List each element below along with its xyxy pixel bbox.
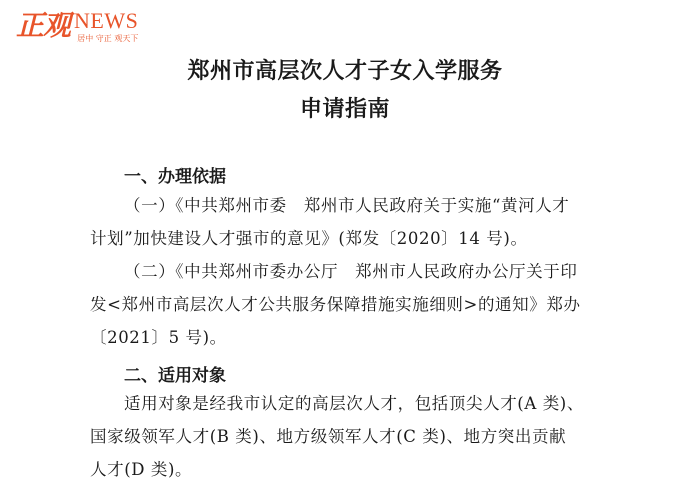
paragraph-line: 〔2021〕5 号)。	[90, 328, 227, 347]
logo-chinese-text: 正观	[16, 9, 71, 42]
logo-english-text: NEWS	[74, 8, 139, 33]
document-title: 郑州市高层次人才子女入学服务	[187, 58, 503, 84]
brand-logo[interactable]	[16, 6, 138, 46]
document-subtitle: 申请指南	[299, 96, 390, 122]
paragraph-line: 计划”加快建设人才强市的意见》(郑发〔2020〕14 号)。	[90, 229, 528, 248]
section-heading-eligibility: 二、适用对象	[124, 366, 226, 386]
paragraph-line: 适用对象是经我市认定的高层次人才，包括顶尖人才(A 类)、	[124, 394, 584, 413]
paragraph-line: （一）《中共郑州市委 郑州市人民政府关于实施“黄河人才	[124, 196, 570, 215]
logo-slogan: 居中 守正 观天下	[77, 34, 139, 43]
paragraph-line: 国家级领军人才(B 类)、地方级领军人才(C 类)、地方突出贡献	[90, 427, 567, 446]
paragraph-line: 发<郑州市高层次人才公共服务保障措施实施细则>的通知》郑办	[90, 295, 581, 314]
section-heading-basis: 一、办理依据	[124, 167, 226, 187]
paragraph-line: 人才(D 类)。	[90, 460, 193, 479]
paragraph-line: （二）《中共郑州市委办公厅 郑州市人民政府办公厅关于印	[124, 262, 578, 281]
